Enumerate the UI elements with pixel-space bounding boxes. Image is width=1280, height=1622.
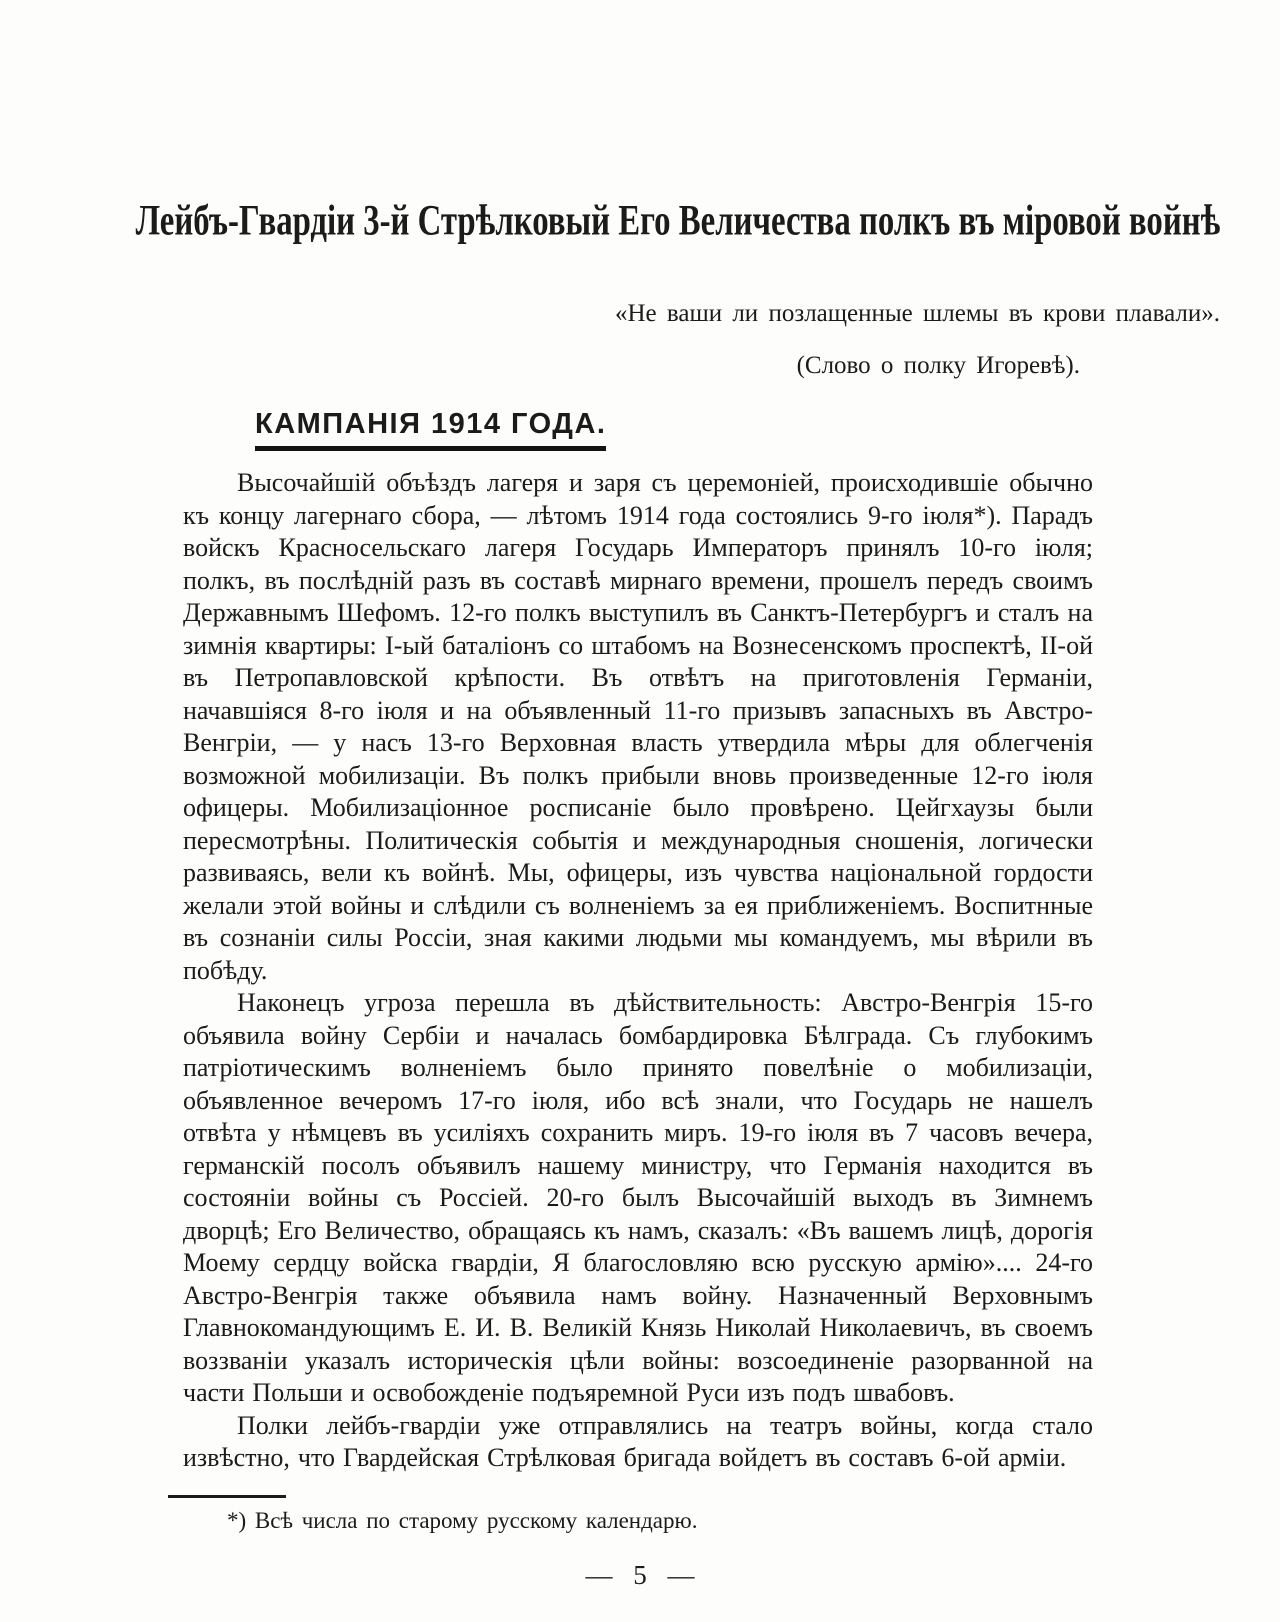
- title-row: [0, 196, 1280, 244]
- page-number: — 5 —: [585, 1559, 695, 1590]
- footnote: *) Всѣ числа по старому русскому календарю.: [227, 1507, 698, 1533]
- paragraph-3: Полки лейбъ-гвардіи уже отправлялись на театръ войны, когда стало извѣстно, что Гвардейская Стрѣлковая бригада войдетъ въ составъ 6-ой арміи.: [183, 1410, 1093, 1472]
- epigraph: [0, 288, 1280, 392]
- body-text: [183, 467, 1093, 1475]
- paragraph-2: Наконецъ угроза перешла въ дѣйствительность: Австро-Венгрія 15-го объявила войну Сербіи и началась бомбардировка Бѣлграда. Съ глубокимъ патріотическимъ волненіемъ было принято повелѣніе о мобилизаціи, объявленное вечеромъ 17-го іюля, ибо всѣ знали, что Государь не нашелъ отвѣта у нѣмцевъ въ усиліяхъ сохранить миръ. 19-го іюля въ 7 часовъ вечера, германскій посолъ объявилъ нашему министру, что Германія находится въ состояніи войны съ Россіей. 20-го былъ Высочайшій выходъ въ Зимнемъ дворцѣ; Его Величество, обращаясь къ намъ, сказалъ: «Въ вашемъ лицѣ, дорогія Моему сердцу войска гвардіи, Я благословляю всю русскую армію».... 24-го Австро-Венгрія также объявила намъ войну. Назначенный Верховнымъ Главнокомандующимъ Е. И. В. Великій Князь Николай Николаевичъ, въ своемъ воззваніи указалъ историческія цѣли войны: возсоединеніе разорванной на части Польши и освобожденіе подъяремной Руси изъ подъ швабовъ.: [183, 988, 1093, 1407]
- epigraph-quote: «Не ваши ли позлащенные шлемы въ крови плавали».: [614, 300, 1220, 327]
- section-heading: КАМПАНІЯ 1914 ГОДА.: [255, 408, 606, 451]
- book-title: Лейбъ-Гвардіи 3-й Стрѣлковый Его Величества полкъ въ міровой войнѣ: [135, 195, 1221, 245]
- footnote-rule: [168, 1495, 286, 1498]
- epigraph-attribution: (Слово о полку Игоревѣ).: [796, 352, 1080, 379]
- paragraph-1: Высочайшій объѣздъ лагеря и заря съ церемоніей, происходившіе обычно къ концу лагернаго сбора, — лѣтомъ 1914 года состоялись 9-го іюля*). Парадъ войскъ Красносельскаго лагеря Государь Императоръ принялъ 10-го іюля; полкъ, въ послѣдній разъ въ составѣ мирнаго времени, прошелъ передъ своимъ Державнымъ Шефомъ. 12-го полкъ выступилъ въ Санктъ-Петербургъ и сталъ на зимнія квартиры: І-ый баталіонъ со штабомъ на Вознесенскомъ проспектѣ, ІІ-ой въ Петропавловской крѣпости. Въ отвѣтъ на приготовленія Германіи, начавшіяся 8-го іюля и на объявленный 11-го призывъ запасныхъ въ Австро-Венгріи, — у насъ 13-го Верховная власть утвердила мѣры для облегченія возможной мобилизаціи. Въ полкъ прибыли вновь произведенные 12-го іюля офицеры. Мобилизаціонное росписаніе было провѣрено. Цейгхаузы были пересмотрѣны. Политическія событія и международныя сношенія, логически развиваясь, вели къ войнѣ. Мы, офицеры, изъ чувства національной гордости желали этой войны и слѣдили съ волненіемъ за ея приближеніемъ. Воспитнные въ сознаніи силы Россіи, зная какими людьми мы командуемъ, мы вѣрили въ побѣду.: [183, 468, 1093, 985]
- text-column: [183, 392, 1093, 1534]
